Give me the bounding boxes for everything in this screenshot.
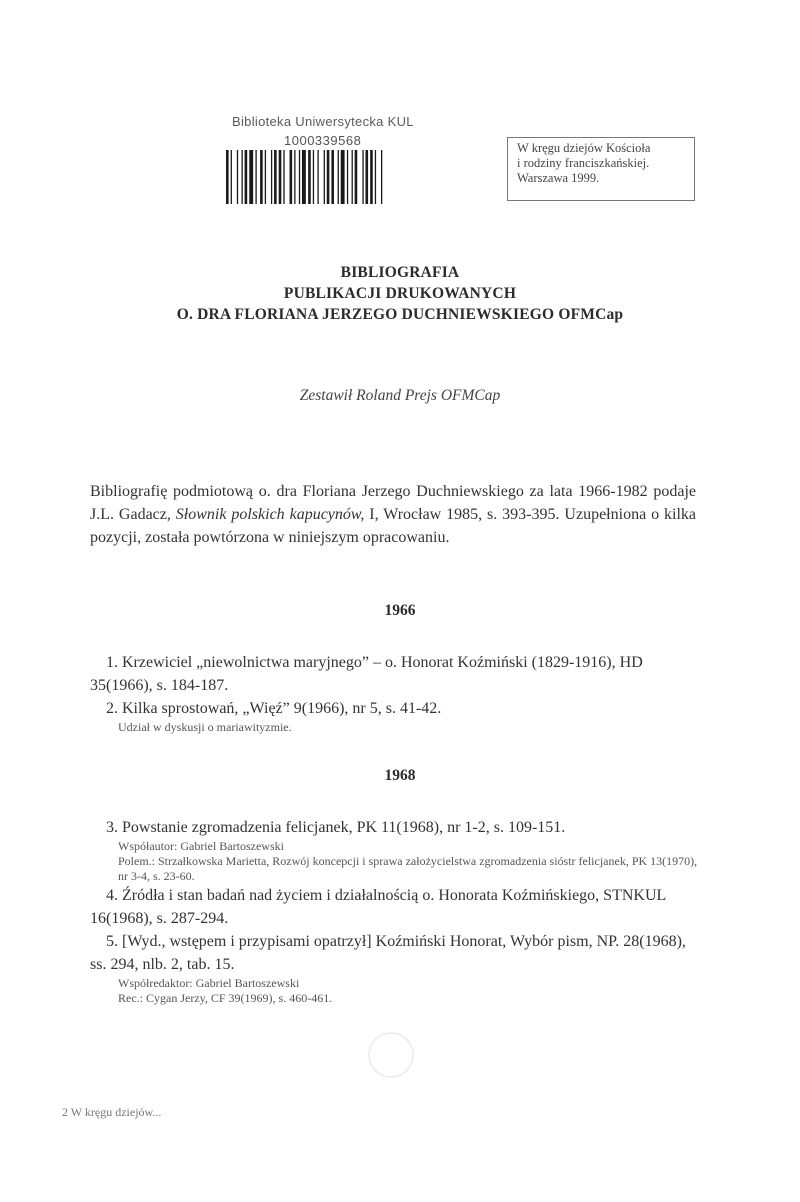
list-item bbox=[90, 884, 698, 930]
title-line-1: BIBLIOGRAFIA bbox=[340, 264, 460, 281]
entry-note: Udział w dyskusji o mariawityzmie. bbox=[118, 720, 292, 734]
year-heading-1968: 1968 bbox=[384, 767, 416, 784]
title-line-3: O. DRA FLORIANA JERZEGO DUCHNIEWSKIEGO OFMCap bbox=[176, 306, 624, 323]
title-line-2: PUBLIKACJI DRUKOWANYCH bbox=[283, 285, 517, 302]
library-label: Biblioteka Uniwersytecka KUL bbox=[232, 114, 414, 129]
stamp-line-1: W kręgu dziejów Kościoła bbox=[517, 141, 651, 155]
compiler-credit: Zestawił Roland Prejs OFMCap bbox=[299, 387, 501, 404]
entry-number: 2. bbox=[106, 700, 118, 717]
intro-italic-title: Słownik polskich kapucynów, bbox=[175, 506, 365, 523]
intro-paragraph bbox=[90, 480, 696, 549]
stamp-line-2: i rodziny franciszkańskiej. bbox=[517, 156, 650, 170]
entries-1966 bbox=[90, 651, 698, 735]
entry-text: [Wyd., wstępem i przypisami opatrzył] Koźmiński Honorat, Wybór pism, NP. 28(1968), ss. 294, nlb. 2, tab. 15. bbox=[90, 933, 686, 973]
entry-number: 1. bbox=[106, 654, 118, 671]
entry-note: Polem.: Strzałkowska Marietta, Rozwój koncepcji i sprawa założycielstwa zgromadzenia sióstr felicjanek, PK 13(1970), nr 3-4, s. 23-60. bbox=[118, 854, 698, 883]
intro-part-1: Bibliografię podmiotową o. dra Floriana Jerzego Duchniewskiego za lata 1966-1982 podaje J.L. Gadacz, bbox=[90, 483, 696, 523]
scan-artifact-icon bbox=[366, 1030, 416, 1080]
list-item bbox=[90, 930, 698, 1006]
intro-part-2: I, Wrocław 1985, s. 393-395. Uzupełniona o kilka pozycji, została powtórzona w niniejszym opracowaniu. bbox=[90, 506, 696, 546]
list-item bbox=[90, 697, 698, 735]
entry-number: 5. bbox=[106, 933, 118, 950]
entry-note: Współredaktor: Gabriel Bartoszewski bbox=[118, 976, 300, 990]
list-item bbox=[90, 651, 698, 697]
page-footer: 2 W kręgu dziejów... bbox=[62, 1105, 162, 1119]
barcode-number: 1000339568 bbox=[284, 133, 362, 148]
library-stamp bbox=[507, 137, 695, 201]
entry-text: Powstanie zgromadzenia felicjanek, PK 11(1968), nr 1-2, s. 109-151. bbox=[122, 819, 566, 836]
entry-number: 4. bbox=[106, 887, 118, 904]
stamp-line-3: Warszawa 1999. bbox=[517, 171, 600, 185]
entry-note: Rec.: Cygan Jerzy, CF 39(1969), s. 460-461. bbox=[118, 991, 333, 1005]
list-item bbox=[90, 816, 698, 884]
entry-text: Krzewiciel „niewolnictwa maryjnego” – o. Honorat Koźmiński (1829-1916), HD 35(1966), s. 184-187. bbox=[90, 654, 643, 694]
entry-text: Źródła i stan badań nad życiem i działalnością o. Honorata Koźmińskiego, STNKUL 16(1968), s. 287-294. bbox=[90, 887, 666, 927]
page-title bbox=[0, 262, 800, 325]
entry-note: Współautor: Gabriel Bartoszewski bbox=[118, 839, 284, 853]
entry-number: 3. bbox=[106, 819, 118, 836]
entries-1968 bbox=[90, 816, 698, 1006]
entry-text: Kilka sprostowań, „Więź” 9(1966), nr 5, s. 41-42. bbox=[122, 700, 442, 717]
barcode-icon bbox=[226, 150, 436, 204]
year-heading-1966: 1966 bbox=[384, 602, 416, 619]
